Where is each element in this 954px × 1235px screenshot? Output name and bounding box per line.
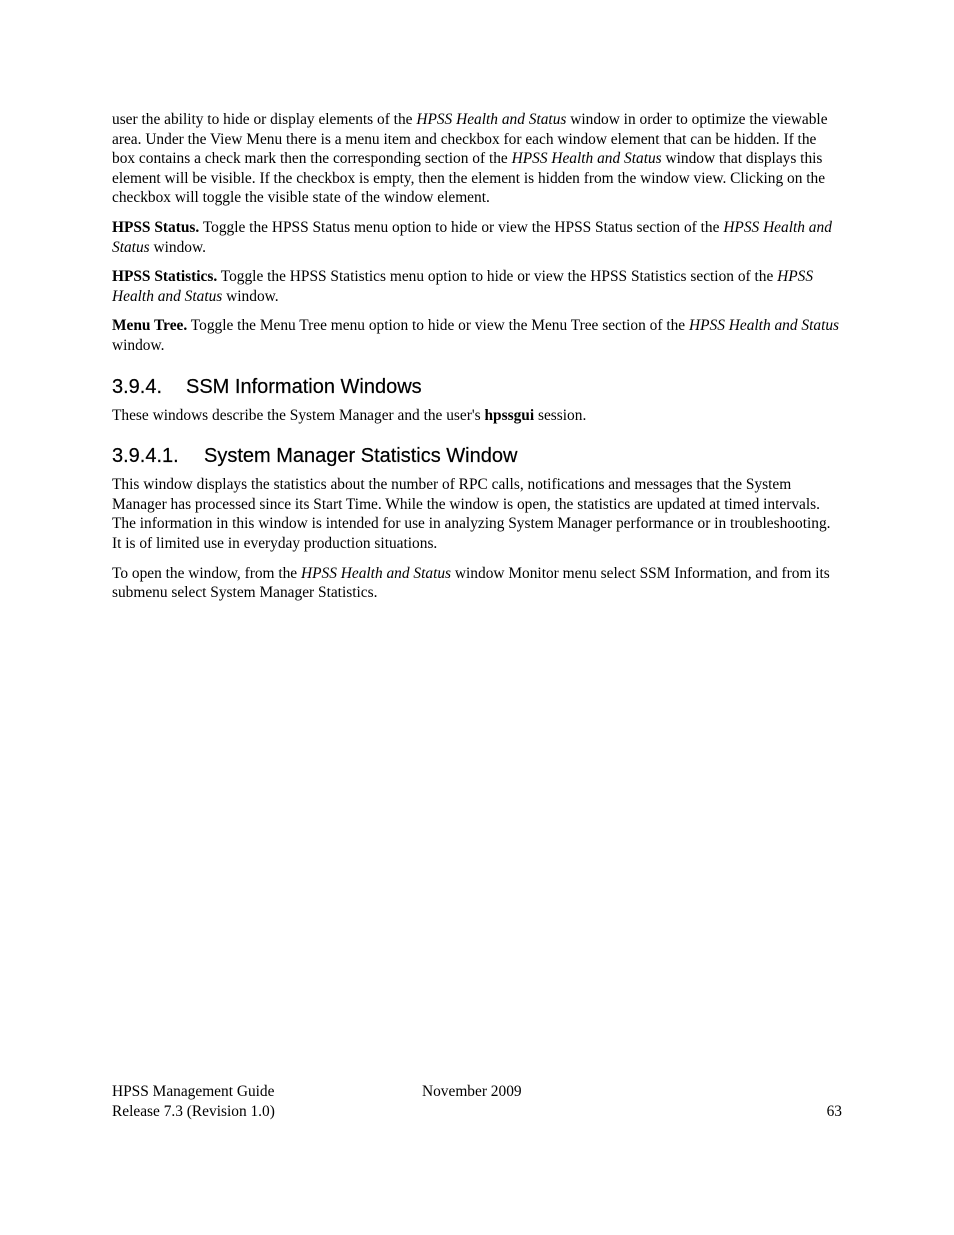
- item-italic: HPSS Health and Status: [112, 218, 832, 256]
- item-term: Menu Tree.: [112, 317, 188, 335]
- item-text: Toggle the Menu Tree menu option to hide or view the Menu Tree section of the: [187, 317, 689, 335]
- section-heading: [112, 375, 842, 399]
- item-text: Toggle the HPSS Statistics menu option to hide or view the HPSS Statistics section of the: [217, 268, 778, 286]
- item-italic: HPSS Health and Status: [689, 317, 840, 335]
- item-text-end: window.: [112, 336, 165, 354]
- footer-page-number: 63: [826, 1103, 842, 1120]
- subsection-p2-text-1: To open the window, from the: [112, 564, 301, 582]
- section-paragraph: [112, 406, 842, 426]
- subsection-paragraph-2: [112, 564, 842, 603]
- footer-row-2: [112, 1102, 842, 1122]
- intro-italic-1: HPSS Health and Status: [416, 111, 567, 128]
- subsection-p2-italic: HPSS Health and Status: [301, 564, 452, 582]
- intro-text-3: window that displays this element will be visible. If the checkbox is empty, then the element is hidden from the window view. Clicking on the checkbox will toggle the visible state of the window element.: [112, 150, 826, 207]
- footer-row-1: [112, 1082, 842, 1102]
- section-text-1: These windows describe the System Manager and the user's: [112, 406, 485, 424]
- subsection-number: 3.9.4.1.: [112, 445, 179, 468]
- intro-paragraph: [112, 110, 842, 208]
- item-term: HPSS Statistics.: [112, 268, 218, 286]
- footer-release: Release 7.3 (Revision 1.0): [112, 1103, 275, 1120]
- item-text: Toggle the HPSS Status menu option to hide or view the HPSS Status section of the: [199, 218, 724, 236]
- section-bold: hpssgui: [484, 406, 535, 424]
- item-text-end: window.: [149, 238, 206, 256]
- page-footer: [112, 1082, 842, 1122]
- page-body: [112, 110, 842, 613]
- subsection-title: System Manager Statistics Window: [204, 445, 518, 468]
- item-term: HPSS Status.: [112, 218, 200, 236]
- item-hpss-status: [112, 218, 842, 257]
- item-italic: HPSS Health and Status: [112, 268, 814, 305]
- intro-italic-2: HPSS Health and Status: [511, 150, 662, 168]
- item-menu-tree: [112, 316, 842, 355]
- subsection-paragraph-1: This window displays the statistics about the number of RPC calls, notifications and messages that the System Manager has processed since its Start Time. While the window is open, the statistics are updated at timed intervals. The information in this window is intended for use in analyzing System Manager performance or in troubleshooting. It is of limited use in everyday production situations.: [112, 476, 831, 552]
- footer-date: November 2009: [422, 1083, 522, 1100]
- subsection-heading: [112, 444, 842, 468]
- section-number: 3.9.4.: [112, 375, 163, 398]
- footer-guide-title: HPSS Management Guide: [112, 1083, 275, 1100]
- intro-text-1: user the ability to hide or display elements of the: [112, 111, 417, 128]
- section-text-2: session.: [534, 406, 587, 424]
- subsection-p2-text-2: window Monitor menu select SSM Information, and from its submenu select System Manager Statistics.: [112, 564, 830, 602]
- item-text-end: window.: [222, 287, 279, 305]
- section-title: SSM Information Windows: [186, 375, 422, 398]
- item-hpss-statistics: [112, 267, 842, 306]
- intro-text-2: window in order to optimize the viewable area. Under the View Menu there is a menu item and checkbox for each window element that can be hidden. If the box contains a check mark then the corresponding section of the: [112, 111, 828, 168]
